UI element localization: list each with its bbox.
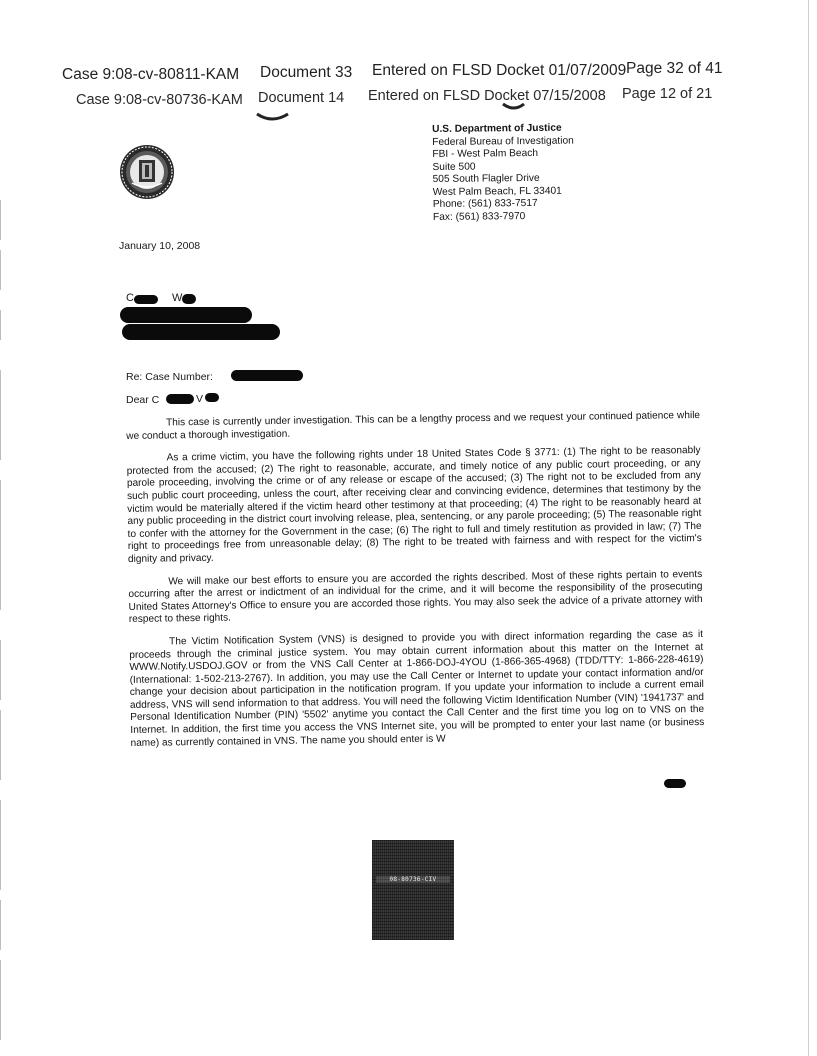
fbi-seal-icon <box>118 143 176 201</box>
scan-mark <box>254 110 294 124</box>
redaction-bar <box>166 394 194 404</box>
address-line: Phone: (561) 833-7517 <box>432 197 538 210</box>
docket-entry: Entered on FLSD Docket 07/15/2008 <box>368 88 606 104</box>
redaction-bar <box>664 779 686 788</box>
salutation-initial: V <box>196 393 204 405</box>
recipient-initial: C <box>126 292 134 304</box>
case-reference-label: Re: Case Number: <box>126 371 213 383</box>
redaction-bar <box>231 370 303 381</box>
case-reference <box>126 371 213 383</box>
address-line: 505 South Flagler Drive <box>432 172 540 185</box>
body-paragraph: We will make our best efforts to ensure you are accorded the rights described. Most of these rights pertain to events occurring after the arrest or indictment of an individual for the crime, and it will become the responsibility of the prosecuting United States Attorney's Office to ensure you are accorded those rights. You may also seek the advice of a private attorney with respect to these rights. <box>128 568 703 626</box>
address-line: Suite 500 <box>432 161 476 173</box>
exhibit-stamp-icon <box>372 840 454 940</box>
stamp-text: 08-80736-CIV <box>376 876 450 883</box>
page-number: Page 12 of 21 <box>622 86 713 102</box>
address-line: Federal Bureau of Investigation <box>432 135 574 148</box>
address-line: U.S. Department of Justice <box>432 122 562 135</box>
salutation <box>126 394 159 406</box>
redaction-bar <box>120 307 252 323</box>
body-paragraph: This case is currently under investigation. This can be a lengthy process and we request your continued patience while we conduct a thorough investigation. <box>126 409 701 442</box>
address-line: Fax: (561) 833-7970 <box>432 210 526 223</box>
body-paragraph: As a crime victim, you have the following rights under 18 United States Code § 3771: (1) The right to be reasonably protected from the accused; (2) The right to reasonable, accurate, and timely notice of any public court proceeding, or any parole proceeding, involving the crime or of any release or escape of the accused; (3) The right not to be excluded from any such public court proceeding, unless the court, after receiving clear and convincing evidence, determines that testimony by the victim would be materially altered if the victim heard other testimony at that proceeding; (4) The right to be reasonably heard at any public proceeding in the district court involving release, plea, sentencing, or any parole proceeding; (5) The reasonable right to confer with the attorney for the Government in the case; (6) The right to full and timely restitution as provided in law; (7) The right to proceedings free from unreasonable delay; (8) The right to be treated with fairness and with respect for the victim's dignity and privacy. <box>126 445 702 565</box>
recipient-initial: W <box>172 292 183 304</box>
scan-edge-right <box>808 0 809 1056</box>
letter-date: January 10, 2008 <box>119 240 201 252</box>
redaction-bar <box>205 393 219 402</box>
scan-mark <box>500 100 530 114</box>
redaction-bar <box>122 324 280 340</box>
case-number: Case 9:08-cv-80811-KAM <box>62 66 240 83</box>
page-number: Page 32 of 41 <box>626 60 723 77</box>
letterhead-address <box>432 123 575 224</box>
redaction-bar <box>182 294 196 304</box>
letter-body <box>126 410 705 760</box>
docket-entry: Entered on FLSD Docket 01/07/2009 <box>372 62 627 79</box>
redaction-bar <box>134 295 158 304</box>
salutation-text: Dear C <box>126 394 160 406</box>
document-number: Document 33 <box>260 64 353 81</box>
address-line: FBI - West Palm Beach <box>432 147 539 160</box>
recipient-block <box>126 292 306 352</box>
document-number: Document 14 <box>258 90 345 106</box>
address-line: West Palm Beach, FL 33401 <box>432 185 562 198</box>
case-number: Case 9:08-cv-80736-KAM <box>76 92 243 108</box>
body-paragraph: The Victim Notification System (VNS) is designed to provide you with direct information regarding the case as it proceeds through the criminal justice system. You may obtain current information about this matter on the Internet at WWW.Notify.USDOJ.GOV or from the VNS Call Center at 1-866-DOJ-4YOU (1-866-365-4968) (TDD/TTY: 1-866-228-4619) (International: 1-502-213-2767). In addition, you may use the Call Center or Internet to update your contact information and/or change your decision about participation in the notification program. If you update your information to include a current email address, VNS will send information to that address. You will need the following Victim Identification Number (VIN) '1941737' and Personal Identification Number (PIN) '5502' anytime you contact the Call Center and the first time you log on to VNS on the Internet. In addition, the first time you access the VNS Internet site, you will be prompted to enter your last name (or business name) as currently contained in VNS. The name you should enter is W <box>129 628 705 749</box>
